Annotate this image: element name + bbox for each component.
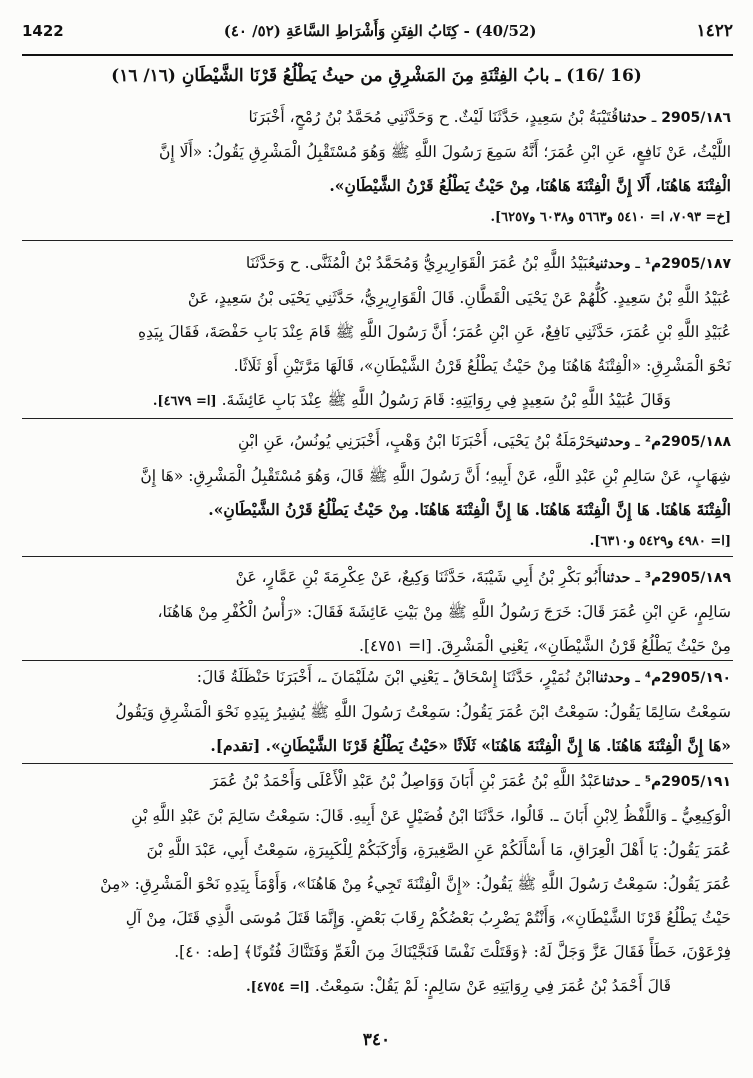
- hadith-line: ١٨٧/2905م¹ ـ وحدثنيعُبَيْدُ اللَّهِ بْنُ عُمَرَ الْقَوَارِيرِيُّ وَمُحَمَّدُ بْنُ الْمُثَنَّى. ح وَحَدَّثَنَا: [245, 254, 731, 272]
- hadith-line: ١٩٠/2905م⁴ ـ وحدثناابْنُ نُمَيْرٍ، حَدَّثَنَا إِسْحَاقُ ـ يَعْنِي ابْنَ سُلَيْمَانَ ـ، أَخْبَرَنَا حَنْظَلَةُ قَالَ:: [196, 668, 731, 686]
- reference: [ا= ٤٧٥٤].: [246, 980, 310, 995]
- hadith-190: [22, 660, 731, 763]
- hadith-text: ابْنُ نُمَيْرٍ، حَدَّثَنَا إِسْحَاقُ ـ يَعْنِي ابْنَ سُلَيْمَانَ ـ، أَخْبَرَنَا حَنْظَلَةُ قَالَ:: [196, 668, 596, 686]
- hadith-186: [22, 100, 731, 233]
- hadith-line: الْفِتْنَةَ هَاهُنَا. هَا إِنَّ الْفِتْنَةَ هَاهُنَا. هَا إِنَّ الْفِتْنَةَ هَاهُنَا. مِنْ حَيْثُ يَطْلُعُ قَرْنُ الشَّيْطَانِ».: [208, 500, 731, 519]
- hadith-line: سَمِعْتُ سَالِمًا يَقُولُ: سَمِعْتُ ابْنَ عُمَرَ يَقُولُ: سَمِعْتُ رَسُولَ اللَّهِ ﷺ يُشِيرُ بِيَدِهِ نَحْوَ الْمَشْرِقِ وَيَقُولُ: [115, 703, 731, 721]
- page-number-latin: 1422: [22, 22, 64, 40]
- hadith-text: عُبَيْدُ اللَّهِ بْنُ عُمَرَ الْقَوَارِيرِيُّ وَمُحَمَّدُ بْنُ الْمُثَنَّى. ح وَحَدَّثَنَا: [245, 254, 596, 272]
- hadith-number: ١٩١/2905م⁵: [644, 774, 731, 790]
- hadith-line: مِنْ حَيْثُ يَطْلُعُ قَرْنُ الشَّيْطَانِ»، يَعْنِي الْمَشْرِقَ. [ا= ٤٧٥١].: [359, 637, 731, 655]
- reference: [ا= ٤٦٧٩].: [152, 394, 217, 409]
- hadith-187: [22, 246, 731, 419]
- divider: [22, 418, 733, 419]
- hadith-line: عُبَيْدُ اللَّهِ بْنُ سَعِيدٍ. كُلُّهُمْ عَنْ يَحْيَى الْقَطَّانِ. قَالَ الْقَوَارِيرِيُّ، حَدَّثَنِي يَحْيَى بْنُ سَعِيدٍ، عَنْ: [187, 289, 731, 307]
- hadith-note: [22, 969, 731, 1005]
- hadith-line: ١٨٨/2905م² ـ وحدثنيحَرْمَلَةُ بْنُ يَحْيَى، أَخْبَرَنَا ابْنُ وَهْبٍ، أَخْبَرَنِي يُونُسُ، عَنِ ابْنِ: [237, 432, 731, 450]
- hadith-line: سَالِمٍ، عَنِ ابْنِ عُمَرَ قَالَ: خَرَجَ رَسُولُ اللَّهِ ﷺ مِنْ بَيْتِ عَائِشَةَ فَقَالَ: «رَأْسُ الْكُفْرِ مِنْ هَاهُنَا،: [157, 603, 731, 621]
- hadith-number: ١٨٩/2905م³: [644, 570, 731, 586]
- reference: [ا= ٤٩٨٠ و٥٤٢٩ و٦٣١٠].: [589, 534, 731, 549]
- hadith-line: «هَا إِنَّ الْفِتْنَةَ هَاهُنَا. هَا إِنَّ الْفِتْنَةَ هَاهُنَا» ثَلَاثًا «حَيْثُ يَطْلُعُ قَرْنَا الشَّيْطَانِ». [تقدم].: [210, 736, 731, 755]
- hadith-text: قُتَيْبَةُ بْنُ سَعِيدٍ، حَدَّثَنَا لَيْثٌ. ح وَحَدَّثَنِي مُحَمَّدُ بْنُ رُمْحٍ، أَخْبَرَنَا: [248, 108, 619, 126]
- hadith-188: [22, 424, 731, 557]
- hadith-text: عَبْدُ اللَّهِ بْنُ عُمَرَ بْنِ أَبَانَ وَوَاصِلُ بْنُ عَبْدِ الْأَعْلَى وَأَحْمَدُ بْنُ عُمَرَ: [210, 772, 603, 790]
- page-footer-number: ٣٤٠: [362, 1030, 391, 1050]
- hadith-text: حَرْمَلَةُ بْنُ يَحْيَى، أَخْبَرَنَا ابْنُ وَهْبٍ، أَخْبَرَنِي يُونُسُ، عَنِ ابْنِ: [237, 432, 596, 450]
- hadith-note: [22, 383, 731, 419]
- hadith-line: عُمَرَ يَقُولُ: سَمِعْتُ رَسُولَ اللَّهِ ﷺ يَقُولُ: «إِنَّ الْفِتْنَةَ تَجِيءُ مِنْ هَاهُنَا»، وَأَوْمَأَ بِيَدِهِ نَحْوَ الْمَشْرِقِ: «مِنْ: [100, 875, 731, 893]
- hadith-number: ١٨٨/2905م²: [644, 434, 731, 450]
- hadith-intro: وحدثني: [595, 434, 631, 450]
- hadith-intro: حدثنا: [602, 774, 631, 790]
- hadith-intro: وحدثني: [595, 256, 631, 272]
- hadith-line: ١٩١/2905م⁵ ـ حدثناعَبْدُ اللَّهِ بْنُ عُمَرَ بْنِ أَبَانَ وَوَاصِلُ بْنُ عَبْدِ الْأَعْلَى وَأَحْمَدُ بْنُ عُمَرَ: [210, 772, 731, 790]
- hadith-line: عُمَرَ يَقُولُ: يَا أَهْلَ الْعِرَاقِ، مَا أَسْأَلَكُمْ عَنِ الصَّغِيرَةِ، وَأَرْكَبَكُمْ لِلْكَبِيرَةِ، سَمِعْتُ أَبِي، عَبْدَ اللَّهِ بْنَ: [146, 841, 731, 859]
- page-header: [22, 8, 733, 56]
- hadith-line: الْوَكِيعِيُّ ـ وَاللَّفْظُ لِابْنِ أَبَانَ ـ. قَالُوا، حَدَّثَنَا ابْنُ فُضَيْلٍ عَنْ أَبِيهِ. قَالَ: سَمِعْتُ سَالِمَ بْنَ عَبْدِ اللَّهِ بْنِ: [131, 807, 731, 825]
- hadith-189: [22, 560, 731, 663]
- divider: [22, 556, 733, 557]
- hadith-line: فِرْعَوْنَ، خَطَأً فَقَالَ عَزَّ وَجَلَّ لَهُ: ﴿وَقَتَلْتَ نَفْسًا فَنَجَّيْنَاكَ مِنَ الْغَمِّ وَفَتَنَّاكَ فُتُونًا﴾ [طه: ٤٠].: [174, 943, 731, 961]
- note-text: قَالَ أَحْمَدُ بْنُ عُمَرَ فِي رِوَايَتِهِ عَنْ سَالِمٍ: لَمْ يَقُلْ: سَمِعْتُ.: [314, 977, 671, 995]
- hadith-intro: وحدثنا: [595, 670, 631, 686]
- hadith-line: ١٨٦/2905 ـ حدثناقُتَيْبَةُ بْنُ سَعِيدٍ، حَدَّثَنَا لَيْثٌ. ح وَحَدَّثَنِي مُحَمَّدُ بْنُ رُمْحٍ، أَخْبَرَنَا: [248, 108, 731, 126]
- hadith-intro: حدثنا: [602, 570, 631, 586]
- hadith-line: الْفِتْنَةَ هَاهُنَا، أَلَا إِنَّ الْفِتْنَةَ هَاهُنَا، مِنْ حَيْثُ يَطْلُعُ قَرْنُ الشَّيْطَانِ».: [329, 176, 731, 195]
- note-text: وَقَالَ عُبَيْدُ اللَّهِ بْنُ سَعِيدٍ فِي رِوَايَتِهِ: قَامَ رَسُولُ اللَّهِ ﷺ عِنْدَ بَابِ عَائِشَةَ.: [221, 391, 671, 409]
- chapter-title: (16 /16) ـ بابُ الفِتْنَةِ مِنَ المَشْرِقِ من حيثُ يَطْلُعُ قَرْنَا الشَّيْطَانِ (١٦/ ١٦): [111, 66, 642, 86]
- hadith-line: شِهَابٍ، عَنْ سَالِمِ بْنِ عَبْدِ اللَّهِ، عَنْ أَبِيهِ؛ أَنَّ رَسُولَ اللَّهِ ﷺ قَالَ، وَهُوَ مُسْتَقْبِلُ الْمَشْرِقِ: «هَا إِنَّ: [140, 467, 731, 485]
- hadith-line: عُبَيْدِ اللَّهِ بْنِ عُمَرَ، حَدَّثَنِي نَافِعٌ، عَنِ ابْنِ عُمَرَ؛ أَنَّ رَسُولَ اللَّهِ ﷺ قَامَ عِنْدَ بَابِ حَفْصَةَ، فَقَالَ بِيَدِهِ: [138, 323, 731, 341]
- page-number-arabic: ١٤٢٢: [696, 21, 733, 41]
- hadith-line: ١٨٩/2905م³ ـ حدثناأَبُو بَكْرِ بْنُ أَبِي شَيْبَةَ، حَدَّثَنَا وَكِيعٌ، عَنْ عِكْرِمَةَ بْنِ عَمَّارٍ، عَنْ: [235, 568, 731, 586]
- hadith-number: ١٨٦/2905: [661, 110, 731, 126]
- running-title: (40/52) - كِتَابُ الفِتَنِ وَأَشْرَاطِ السَّاعَةِ (٥٢/ ٤٠): [223, 22, 537, 40]
- hadith-191: [22, 764, 731, 1005]
- divider: [22, 240, 733, 241]
- hadith-line: اللَّيْثُ، عَنْ نَافِعٍ، عَنِ ابْنِ عُمَرَ؛ أَنَّهُ سَمِعَ رَسُولَ اللَّهِ ﷺ وَهُوَ مُسْتَقْبِلُ الْمَشْرِقِ يَقُولُ: «أَلَا إِنَّ: [159, 143, 731, 161]
- hadith-number: ١٨٧/2905م¹: [644, 256, 731, 272]
- hadith-line: نَحْوَ الْمَشْرِقِ: «الْفِتْنَةُ هَاهُنَا مِنْ حَيْثُ يَطْلُعُ قَرْنُ الشَّيْطَانِ»، قَالَهَا مَرَّتَيْنِ أَوْ ثَلَاثًا.: [233, 357, 731, 375]
- hadith-number: ١٩٠/2905م⁴: [644, 670, 731, 686]
- reference: [خ= ٧٠٩٣، ا= ٥٤١٠ و٥٦٦٣ و٦٠٣٨ و٦٢٥٧].: [490, 210, 731, 225]
- hadith-intro: حدثنا: [618, 110, 647, 126]
- hadith-line: حَيْثُ يَطْلُعُ قَرْنَا الشَّيْطَانِ»، وَأَنْتُمْ يَضْرِبُ بَعْضُكُمْ رِقَابَ بَعْضٍ. وَإِنَّمَا قَتَلَ مُوسَى الَّذِي قَتَلَ، مِنْ آلِ: [125, 909, 731, 927]
- hadith-text: أَبُو بَكْرِ بْنُ أَبِي شَيْبَةَ، حَدَّثَنَا وَكِيعٌ، عَنْ عِكْرِمَةَ بْنِ عَمَّارٍ، عَنْ: [235, 568, 603, 586]
